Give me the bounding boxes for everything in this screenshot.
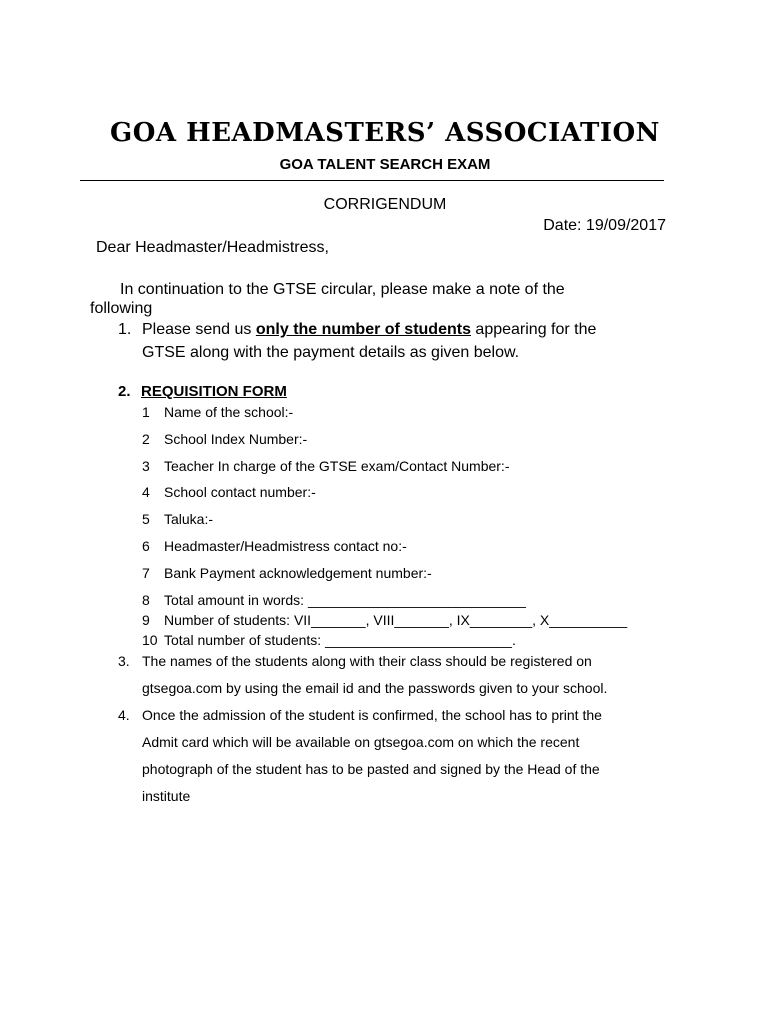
- form-field-4: 4 School contact number:-: [142, 484, 316, 500]
- association-title: GOA HEADMASTERS’ ASSOCIATION: [110, 118, 660, 148]
- point-1-line-2: GTSE along with the payment details as given below.: [142, 344, 520, 361]
- intro-line-1: In continuation to the GTSE circular, please make a note of the: [120, 281, 565, 298]
- point-1-text-after: appearing for the: [470, 321, 597, 338]
- header-divider: [80, 180, 664, 181]
- form-field-7: 7 Bank Payment acknowledgement number:-: [142, 565, 432, 581]
- form-field-8: 8 Total amount in words: ____________________________: [142, 592, 526, 608]
- exam-subtitle: GOA TALENT SEARCH EXAM: [279, 156, 491, 173]
- form-field-5: 5 Taluka:-: [142, 511, 214, 527]
- form-field-9: 9 Number of students: VII_______, VIII_______, IX________, X__________: [142, 612, 628, 628]
- point-4-number: 4.: [118, 707, 130, 723]
- point-3-number: 3.: [118, 653, 130, 669]
- salutation: Dear Headmaster/Headmistress,: [96, 239, 329, 256]
- point-2-number: 2.: [118, 383, 131, 400]
- point-3-line-1: The names of the students along with their class should be registered on: [142, 653, 592, 669]
- corrigendum-heading: CORRIGENDUM: [323, 196, 447, 213]
- point-1-number: 1.: [118, 321, 132, 338]
- point-3-line-2: gtsegoa.com by using the email id and the passwords given to your school.: [142, 680, 608, 696]
- point-1-emphasis: only the number of students: [255, 321, 471, 338]
- requisition-form-heading: REQUISITION FORM: [141, 383, 287, 400]
- form-field-6: 6 Headmaster/Headmistress contact no:-: [142, 538, 407, 554]
- point-4-line-4: institute: [142, 788, 191, 804]
- form-field-3: 3 Teacher In charge of the GTSE exam/Contact Number:-: [142, 458, 510, 474]
- form-field-2: 2 School Index Number:-: [142, 431, 308, 447]
- point-1-text-before: Please send us: [142, 321, 256, 338]
- point-4-line-2: Admit card which will be available on gtsegoa.com on which the recent: [142, 734, 580, 750]
- point-4-line-3: photograph of the student has to be pasted and signed by the Head of the: [142, 761, 600, 777]
- point-4-line-1: Once the admission of the student is confirmed, the school has to print the: [142, 707, 602, 723]
- form-field-1: 1 Name of the school:-: [142, 404, 294, 420]
- intro-line-2: following: [90, 300, 153, 317]
- point-1-line-1: [142, 321, 596, 339]
- form-field-10: 10 Total number of students: ________________________.: [142, 632, 516, 648]
- letter-date: Date: 19/09/2017: [543, 217, 666, 234]
